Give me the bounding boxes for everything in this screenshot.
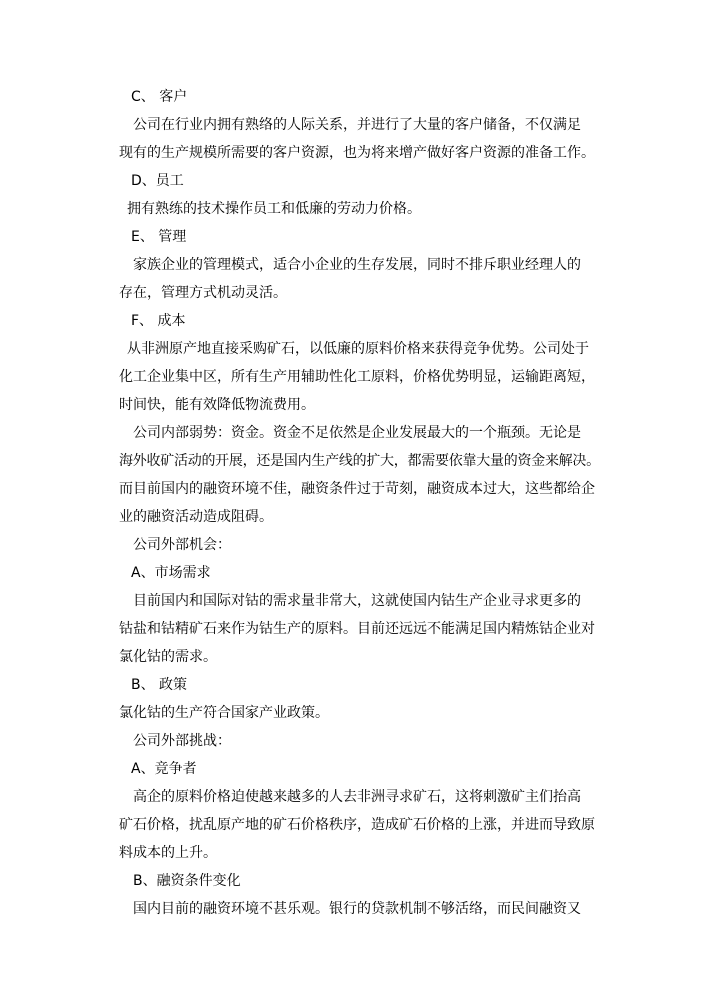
paragraph-line: 氯化钴的需求。 bbox=[119, 649, 217, 665]
heading-employees: D、员工 bbox=[131, 173, 184, 189]
heading-customer: C、 客户 bbox=[131, 89, 188, 105]
paragraph-line: 现有的生产规模所需要的客户资源，也为将来增产做好客户资源的准备工作。 bbox=[119, 145, 595, 161]
paragraph-line: 氯化钴的生产符合国家产业政策。 bbox=[119, 705, 329, 721]
heading-management: E、 管理 bbox=[131, 229, 187, 245]
paragraph-line: 矿石价格，扰乱原产地的矿石价格秩序，造成矿石价格的上涨，并进而导致原 bbox=[119, 817, 595, 833]
paragraph-line: 从非洲原产地直接采购矿石，以低廉的原料价格来获得竞争优势。公司处于 bbox=[127, 341, 589, 357]
paragraph-line: 业的融资活动造成阻碍。 bbox=[119, 509, 273, 525]
paragraph-line: 家族企业的管理模式，适合小企业的生存发展，同时不排斥职业经理人的 bbox=[133, 257, 581, 273]
paragraph-line: 而目前国内的融资环境不佳，融资条件过于苛刻，融资成本过大，这些都给企 bbox=[119, 481, 595, 497]
heading-cost: F、 成本 bbox=[131, 313, 186, 329]
paragraph-line: 海外收矿活动的开展，还是国内生产线的扩大，都需要依靠大量的资金来解决。 bbox=[119, 453, 600, 469]
heading-policy: B、 政策 bbox=[131, 677, 188, 693]
paragraph-line: 国内目前的融资环境不甚乐观。银行的贷款机制不够活络，而民间融资又 bbox=[133, 901, 581, 917]
paragraph-line: 钴盐和钴精矿石来作为钴生产的原料。目前还远远不能满足国内精炼钴企业对 bbox=[119, 621, 595, 637]
paragraph-line: 公司内部弱势：资金。资金不足依然是企业发展最大的一个瓶颈。无论是 bbox=[133, 425, 581, 441]
paragraph-line: 拥有熟练的技术操作员工和低廉的劳动力价格。 bbox=[127, 201, 421, 217]
paragraph-line: 时间快，能有效降低物流费用。 bbox=[119, 397, 315, 413]
section-heading-opportunities: 公司外部机会： bbox=[133, 537, 231, 553]
paragraph-line: 化工企业集中区，所有生产用辅助性化工原料，价格优势明显，运输距离短， bbox=[119, 369, 595, 385]
paragraph-line: 料成本的上升。 bbox=[119, 845, 217, 861]
heading-market-demand: A、市场需求 bbox=[131, 565, 211, 581]
paragraph-line: 公司在行业内拥有熟络的人际关系，并进行了大量的客户储备，不仅满足 bbox=[133, 117, 581, 133]
section-heading-challenges: 公司外部挑战： bbox=[133, 733, 231, 749]
paragraph-line: 目前国内和国际对钴的需求量非常大，这就使国内钴生产企业寻求更多的 bbox=[133, 593, 581, 609]
paragraph-line: 存在，管理方式机动灵活。 bbox=[119, 285, 287, 301]
heading-competitors: A、竞争者 bbox=[131, 761, 197, 777]
paragraph-line: 高企的原料价格迫使越来越多的人去非洲寻求矿石，这将刺激矿主们抬高 bbox=[133, 789, 581, 805]
heading-financing-changes: B、融资条件变化 bbox=[133, 873, 241, 889]
